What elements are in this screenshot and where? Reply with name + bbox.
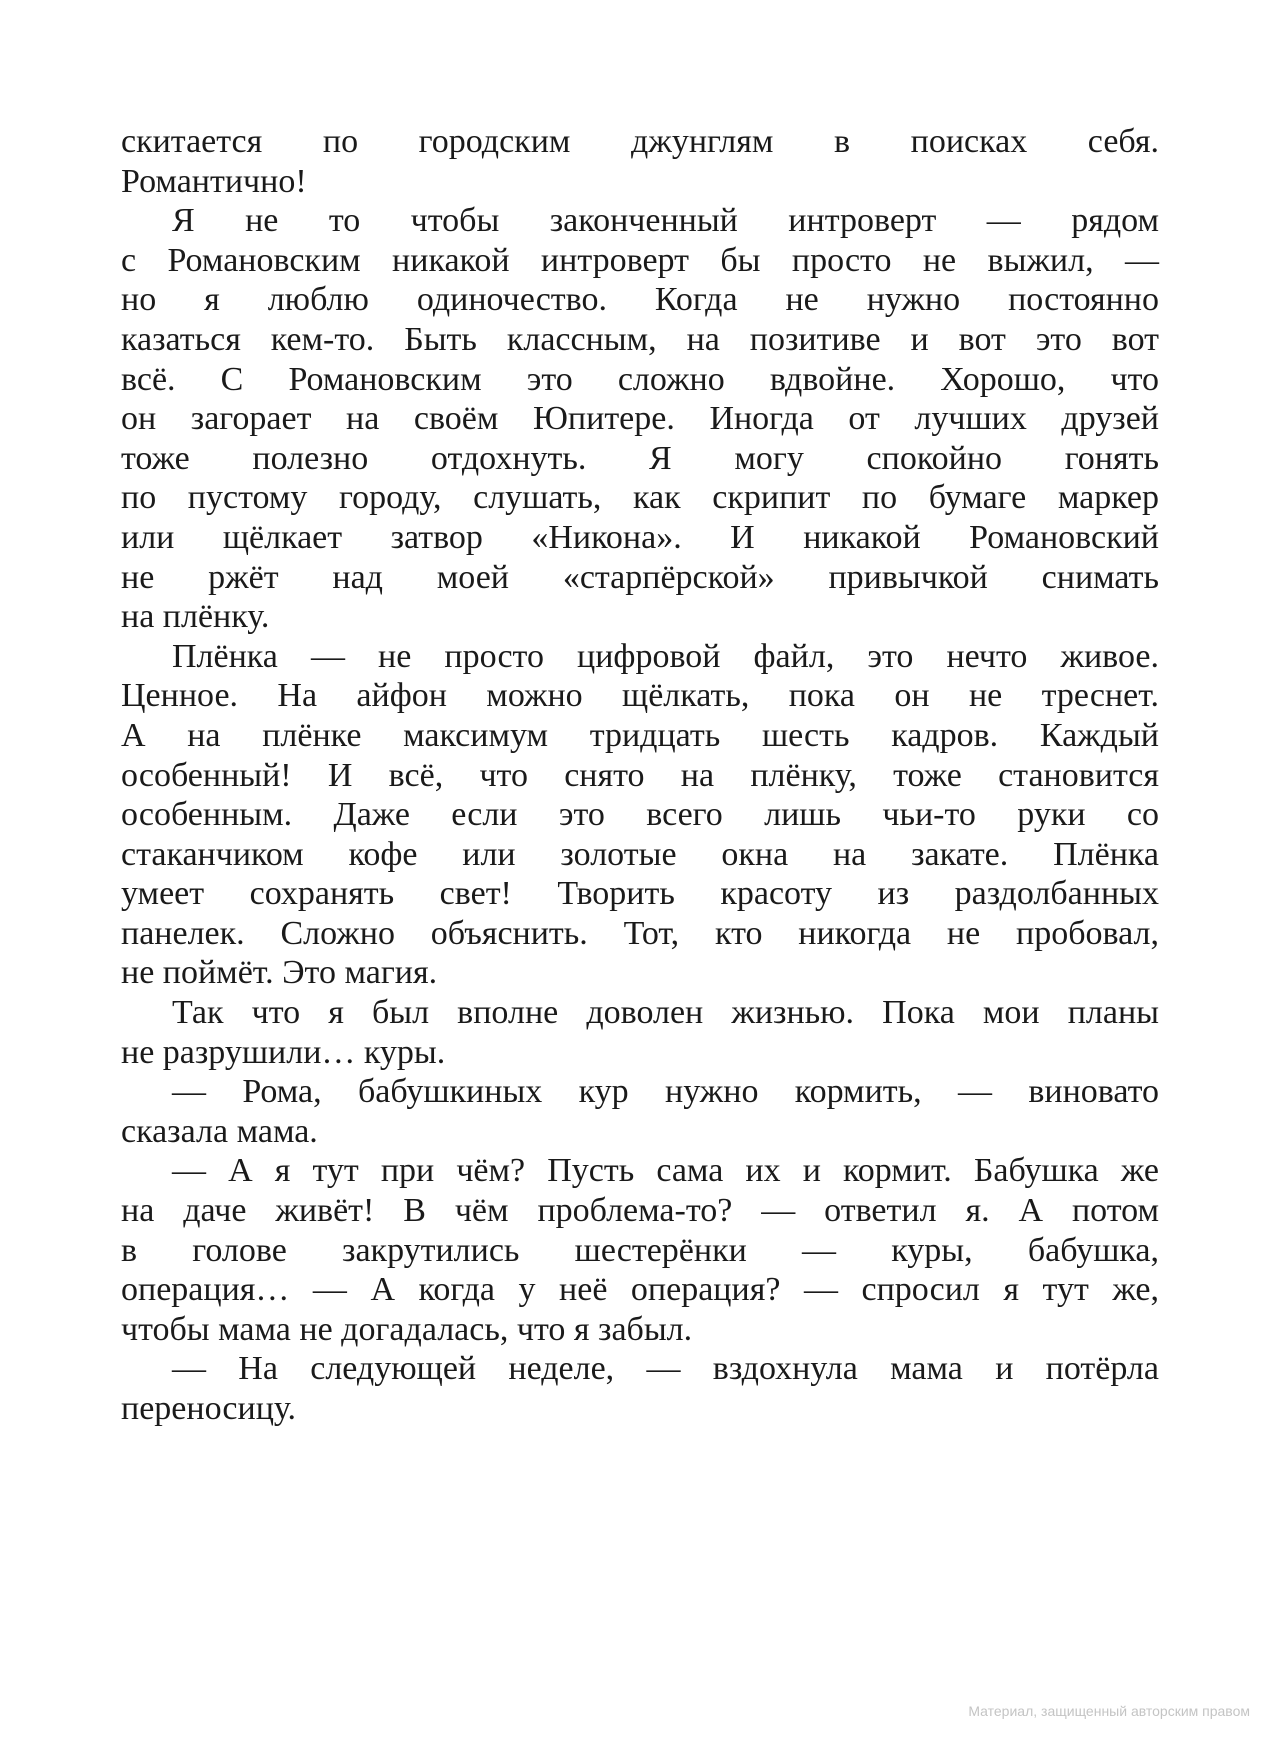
text-line: особенный! И всё, что снято на плёнку, тоже становится xyxy=(121,756,1159,794)
text-line: А на плёнке максимум тридцать шесть кадров. Каждый xyxy=(121,716,1159,754)
text-line: особенным. Даже если это всего лишь чьи-то руки со xyxy=(121,796,1159,834)
text-line: — На следующей неделе, — вздохнула мама и потёрла xyxy=(172,1350,1159,1388)
text-line: Так что я был вполне доволен жизнью. Пока мои планы xyxy=(172,994,1159,1032)
text-line: или щёлкает затвор «Никона». И никакой Романовский xyxy=(121,518,1159,556)
text-line: панелек. Сложно объяснить. Тот, кто никогда не пробовал, xyxy=(121,914,1159,952)
text-line: не поймёт. Это магия. xyxy=(121,954,438,992)
book-page-text xyxy=(121,122,1159,1429)
text-line: сказала мама. xyxy=(121,1112,318,1150)
text-line: по пустому городу, слушать, как скрипит по бумаге маркер xyxy=(121,479,1159,517)
text-line: Романтично! xyxy=(121,162,307,200)
text-line: на даче живёт! В чём проблема-то? — ответил я. А потом xyxy=(121,1192,1159,1230)
text-line: чтобы мама не догадалась, что я забыл. xyxy=(121,1310,693,1348)
text-line: всё. С Романовским это сложно вдвойне. Хорошо, что xyxy=(121,360,1159,398)
text-line: но я люблю одиночество. Когда не нужно постоянно xyxy=(121,281,1159,319)
text-line: с Романовским никакой интроверт бы просто не выжил, — xyxy=(121,241,1159,279)
text-line: он загорает на своём Юпитере. Иногда от лучших друзей xyxy=(121,400,1159,438)
text-line: умеет сохранять свет! Творить красоту из раздолбанных xyxy=(121,875,1159,913)
text-line: — Рома, бабушкиных кур нужно кормить, — виновато xyxy=(172,1073,1159,1111)
text-line: операция… — А когда у неё операция? — спросил я тут же, xyxy=(121,1271,1159,1309)
text-line: Плёнка — не просто цифровой файл, это нечто живое. xyxy=(172,637,1159,675)
text-line: в голове закрутились шестерёнки — куры, бабушка, xyxy=(121,1231,1159,1269)
text-line: не разрушили… куры. xyxy=(121,1033,446,1071)
text-line: Я не то чтобы законченный интроверт — рядом xyxy=(172,202,1159,240)
copyright-watermark: Материал, защищенный авторским правом xyxy=(968,1703,1250,1719)
text-line: стаканчиком кофе или золотые окна на закате. Плёнка xyxy=(121,835,1159,873)
text-line: переносицу. xyxy=(121,1390,296,1427)
text-line: тоже полезно отдохнуть. Я могу спокойно гонять xyxy=(121,439,1159,477)
text-line: Ценное. На айфон можно щёлкать, пока он не треснет. xyxy=(121,677,1159,715)
text-line: на плёнку. xyxy=(121,598,270,636)
text-line: скитается по городским джунглям в поисках себя. xyxy=(121,123,1159,160)
text-line: казаться кем-то. Быть классным, на позитиве и вот это вот xyxy=(121,320,1159,358)
text-line: не ржёт над моей «старпёрской» привычкой снимать xyxy=(121,558,1159,596)
text-line: — А я тут при чём? Пусть сама их и кормит. Бабушка же xyxy=(172,1152,1159,1190)
